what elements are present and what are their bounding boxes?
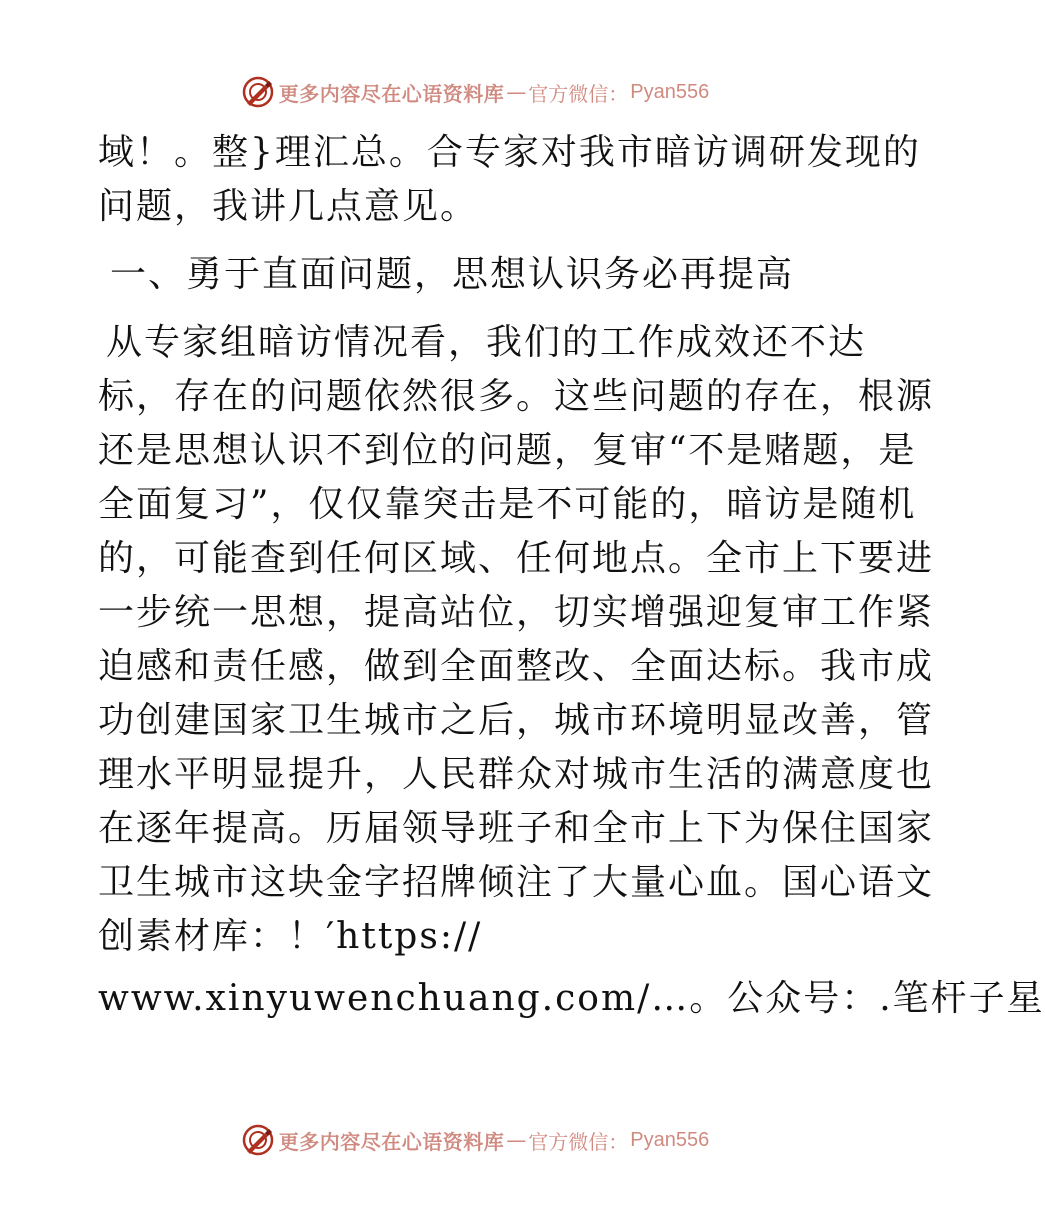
banner-text: 更多内容尽在心语资料库 — [278, 81, 505, 106]
body-line: 在逐年提高。历届领导班子和全市上下为保住国家 — [98, 808, 935, 849]
banner-wechat-label: 官方微信： — [528, 81, 629, 106]
banner-text: 更多内容尽在心语资料库 — [278, 1129, 505, 1154]
banner-wechat-label: 官方微信： — [528, 1129, 629, 1154]
body-line: 标，存在的问题依然很多。这些问题的存在，根源 — [98, 376, 935, 417]
header-banner — [0, 72, 950, 112]
footer-banner — [0, 1120, 950, 1160]
body-line: 还是思想认识不到位的问题，复审“不是赌题，是 — [98, 430, 917, 471]
document-body — [98, 126, 1045, 1026]
body-line: 创素材库：！′https:// — [98, 916, 483, 957]
body-line-url: www.xinyuwenchuang.com/…。公众号：.笔杆子星 — [98, 978, 1045, 1019]
body-line: 域！。整}理汇总。合专家对我市暗访调研发现的 — [98, 132, 921, 173]
body-line: 问题，我讲几点意见。 — [98, 186, 479, 227]
body-line: 一步统一思想，提高站位，切实增强迎复审工作紧 — [98, 592, 935, 633]
body-line: 卫生城市这块金字招牌倾注了大量心血。国心语文 — [98, 862, 935, 903]
body-line: 迫感和责任感，做到全面整改、全面达标。我市成 — [98, 646, 935, 687]
body-line: 理水平明显提升，人民群众对城市生活的满意度也 — [98, 754, 935, 795]
section-heading: 一、勇于直面问题，思想认识务必再提高 — [110, 254, 795, 295]
body-line: 功创建国家卫生城市之后，城市环境明显改善，管 — [98, 700, 935, 741]
banner-separator: — — [506, 1128, 527, 1152]
body-line: 全面复习”，仅仅靠突击是不可能的，暗访是随机 — [98, 484, 917, 525]
banner-separator: — — [506, 80, 527, 104]
pen-logo-icon — [241, 1123, 275, 1157]
pen-logo-icon — [241, 75, 275, 109]
body-line: 的，可能查到任何区域、任何地点。全市上下要进 — [98, 538, 935, 579]
banner-wechat-id: Pyan556 — [630, 80, 710, 103]
banner-wechat-id: Pyan556 — [630, 1128, 710, 1151]
body-line: 从专家组暗访情况看，我们的工作成效还不达 — [106, 322, 867, 363]
